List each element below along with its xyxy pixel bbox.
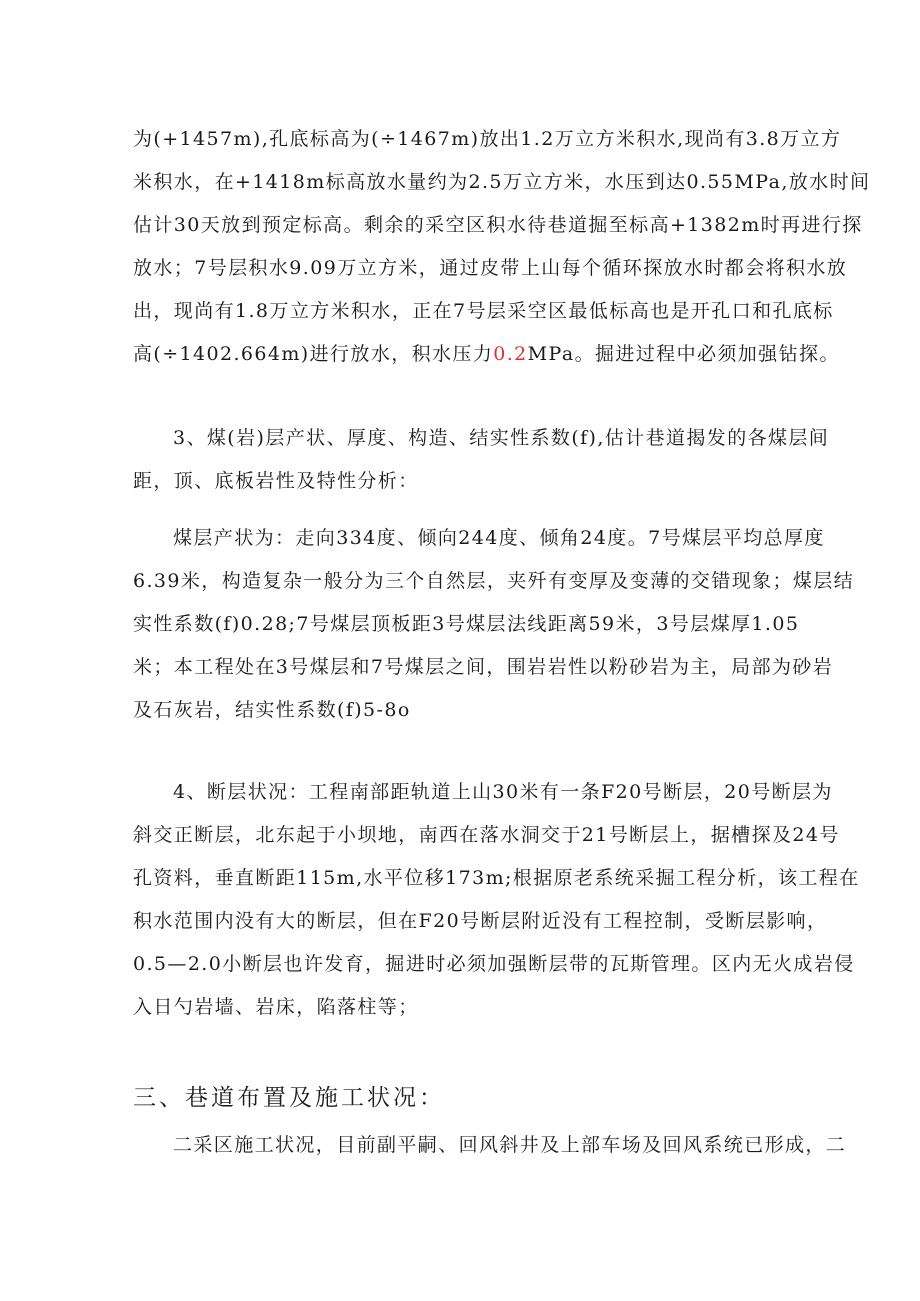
paragraph-water-drainage (133, 118, 871, 376)
paragraph-fault-status (133, 771, 860, 1029)
paragraph-mining-area-construction (133, 1124, 847, 1167)
text-line: 入日勺岩墙、岩床，陷落柱等； (133, 996, 419, 1018)
text-line: 米；本工程处在3号煤层和7号煤层之间，围岩岩性以粉砂岩为主，局部为砂岩 (133, 656, 834, 678)
text-line: 距，顶、底板岩性及特性分析： (133, 470, 419, 492)
text-line: 实性系数(f)0.28;7号煤层顶板距3号煤层法线距离59米，3号层煤厚1.05 (133, 613, 800, 635)
text-line: 斜交正断层，北东起于小坝地，南西在落水洞交于21号断层上，据槽探及24号 (133, 824, 840, 846)
text-line: 放水；7号层积水9.09万立方米，通过皮带上山每个循环探放水时都会将积水放 (133, 257, 848, 279)
text-line: 二采区施工状况，目前副平嗣、回风斜井及上部车场及回风系统已形成，二 (173, 1134, 847, 1156)
text-segment: 高(÷1402.664m)进行放水，积水压力 (133, 343, 494, 365)
text-line (133, 333, 840, 376)
text-line: 出，现尚有1.8万立方米积水，正在7号层采空区最低标高也是开孔口和孔底标 (133, 300, 834, 322)
text-line: 6.39米，构造复杂一般分为三个自然层，夹歼有变厚及变薄的交错现象；煤层结 (133, 570, 855, 592)
text-line: 孔资料，垂直断距115m,水平位移173m;根据原老系统采掘工程分析，该工程在 (133, 867, 860, 889)
text-line: 3、煤(岩)层产状、厚度、构造、结实性系数(f),估计巷道揭发的各煤层间 (173, 427, 830, 449)
text-line: 0.5—2.0小断层也许发育，掘进时必须加强断层带的瓦斯管理。区内无火成岩侵 (133, 953, 855, 975)
text-line: 及石灰岩，结实性系数(f)5-8o (133, 699, 411, 721)
text-segment: MPa。掘进过程中必须加强钻探。 (527, 343, 840, 365)
highlighted-pressure-value: 0.2 (493, 343, 528, 365)
paragraph-coal-seam-occurrence (133, 517, 855, 732)
section-heading: 三、巷道布置及施工状况： (133, 1085, 445, 1111)
text-line: 为(+1457m),孔底标高为(÷1467m)放出1.2万立方米积水,现尚有3.8万立方 (133, 128, 842, 150)
text-line: 米积水，在+1418m标高放水量约为2.5万立方米，水压到达0.55MPa,放水时间 (133, 171, 871, 193)
text-line: 煤层产状为：走向334度、倾向244度、倾角24度。7号煤层平均总厚度 (173, 527, 825, 549)
text-line: 积水范围内没有大的断层，但在F20号断层附近没有工程控制，受断层影响， (133, 910, 828, 932)
text-line: 4、断层状况：工程南部距轨道上山30米有一条F20号断层，20号断层为 (173, 781, 833, 803)
paragraph-coal-seam-heading (133, 417, 830, 503)
text-line: 估计30天放到预定标高。剩余的采空区积水待巷道掘至标高+1382m时再进行探 (133, 214, 863, 236)
